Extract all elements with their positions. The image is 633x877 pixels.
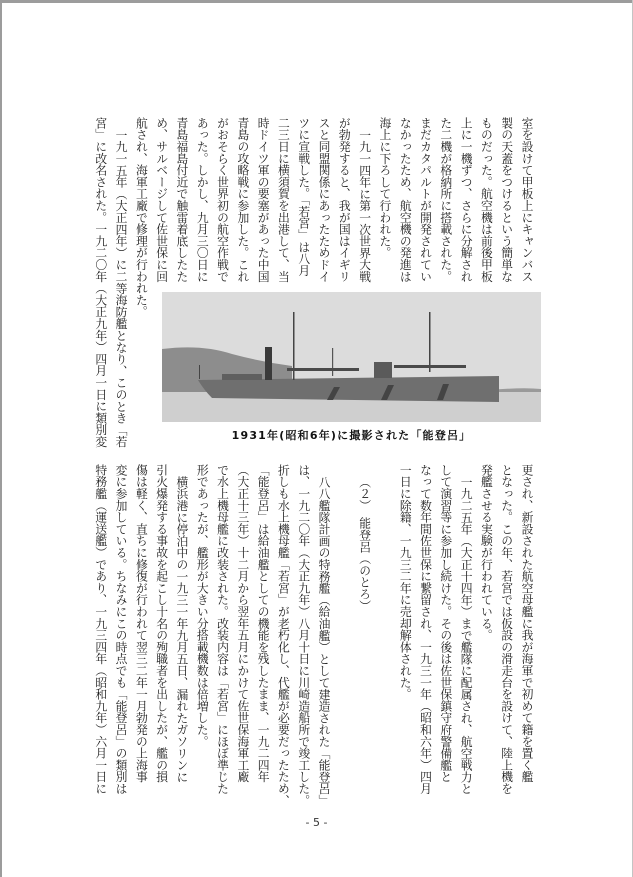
text-column: 上に一機ずつ、さらに分解され (459, 117, 474, 283)
text-column: スと同盟関係にあったためドイ (317, 117, 332, 283)
text-column: となった。この年、若宮では仮設の滑走台を設けて、陸上機を (499, 464, 514, 795)
text-column: 引火爆発する事故を起こし十名の殉職者を出したが、艦の損 (154, 464, 169, 783)
bottom-text-block (90, 464, 537, 806)
column-spacer (375, 464, 395, 806)
text-column: 一九二五年（大正十四年）まで艦隊に配属され、航空戦力と (459, 475, 474, 795)
section-heading: （２） 能登呂（のとろ） (357, 475, 372, 612)
text-column: 一日に除籍、一九三二年に売却解体された。 (398, 464, 413, 700)
text-column: 時ドイツ軍の要塞があった中国 (256, 117, 271, 283)
text-column: 変に参加している。ちなみにこの時点でも「能登呂」の類別は (114, 464, 129, 795)
text-column: 傷は軽く、直ちに修復が行われて翌三二年一月勃発の上海事 (134, 464, 149, 783)
text-column: ツに宣戦した。「若宮」は八月 (296, 117, 311, 277)
text-column: た二機が格納所に搭載された。 (438, 117, 453, 283)
text-column: 一九一五年（大正四年）に二等海防艦となり、このとき「若 (114, 128, 129, 448)
text-column: 宮」に改名された。一九二〇年（大正九年）四月一日に類別変 (93, 117, 108, 448)
text-column: ものだった。航空機は前後甲板 (479, 117, 494, 283)
text-column: 「能登呂」は給油艦としての機能を残したまま、一九二四年 (256, 464, 271, 783)
text-column: がおそらく世界初の航空作戦で (215, 117, 230, 283)
text-column: 青島の攻略戦に参加した。これ (235, 117, 250, 283)
text-column: あった。しかし、九月三〇日に (195, 117, 210, 283)
text-column: なかったため、航空機の発進は (398, 117, 413, 283)
photo-caption: 1931年(昭和6年)に撮影された「能登呂」 (231, 429, 472, 442)
text-column: 航され、海軍工廠で修理が行われた。 (134, 117, 149, 318)
text-column: で水上機母艦に改装された。改装内容は「若宮」にほぼ準じた (215, 464, 230, 795)
column-spacer (334, 464, 354, 806)
text-column: 横浜港に停泊中の一九三一年九月五日、漏れたガソリンに (174, 475, 189, 783)
text-column: 海上に下ろして行われた。 (377, 117, 392, 259)
page-border-top (0, 0, 633, 3)
text-column: 製の天蓋をつけるという簡単な (499, 117, 514, 283)
text-column: 更され、新設された航空母艦に我が海軍で初めて籍を置く艦 (520, 464, 534, 783)
text-column: 二三日に横須賀を出港して、当 (276, 117, 291, 283)
text-column: まだカタパルトが開発されてい (418, 117, 433, 283)
text-column: が勃発すると、我が国はイギリ (337, 117, 352, 283)
text-column: 発艦させる実験が行われている。 (479, 464, 494, 641)
ship-photo (162, 292, 541, 422)
text-column: 一九一四年に第一次世界大戦 (357, 128, 372, 283)
text-column: 特務艦（運送艦）であり、一九三四年（昭和九年）六月一日に (93, 464, 108, 795)
page-border-left (0, 0, 2, 877)
text-column: 形であったが、艦形が大きい分搭載機数は倍増した。 (195, 464, 210, 748)
text-column: 青島福島付近で触雷着底したた (174, 117, 189, 283)
text-column: め、サルベージして佐世保に回 (154, 117, 169, 283)
text-column: 折しも水上機母艦「若宮」が老朽化し、代艦が必要だったため、 (276, 464, 291, 807)
text-column: して演習等に参加し続けた。その後は佐世保鎮守府警備艦と (438, 464, 453, 783)
page-number: - 5 - (305, 816, 328, 829)
text-column: なって数年間佐世保に繋留され、一九三一年（昭和六年）四月 (418, 464, 433, 795)
text-column: 室を設けて甲板上にキャンバス (520, 117, 534, 283)
text-column: （大正十三年）十二月から翌年五月にかけて佐世保海軍工廠 (235, 464, 250, 783)
text-column: 八八艦隊計画の特務艦（給油艦）として建造された「能登呂」 (317, 475, 332, 807)
text-column: は、一九二〇年（大正九年）八月十日に川崎造船所で竣工した。 (296, 464, 311, 807)
